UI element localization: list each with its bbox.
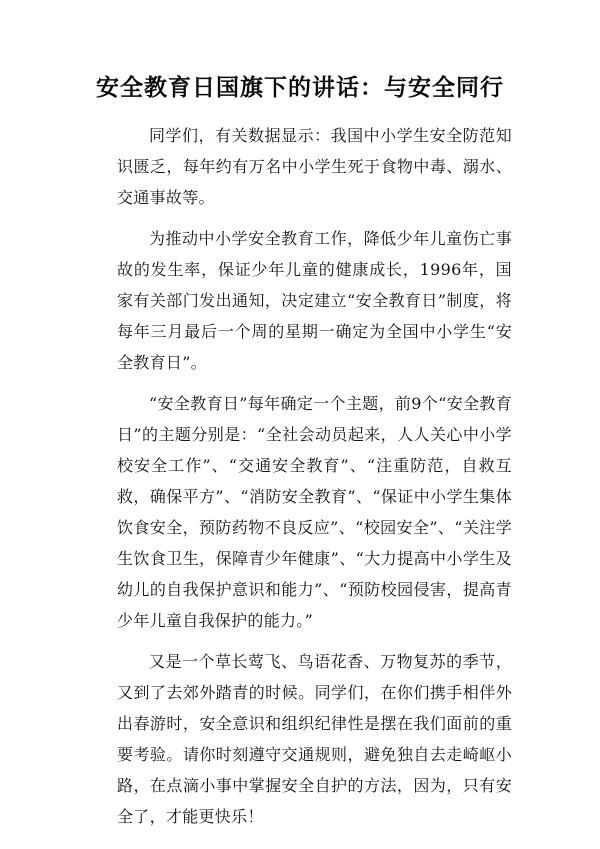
paragraph-safety-day-origin: 为推动中小学安全教育工作，降低少年儿童伤亡事故的发生率，保证少年儿童的健康成长，1996年，国家有关部门发出通知，决定建立“安全教育日”制度，将每年三月最后一个周的星期一确定为全国中小学生“安全教育日”。 (117, 229, 512, 372)
speech-body (117, 120, 512, 842)
paragraph-statistics: 同学们，有关数据显示：我国中小学生安全防范知识匮乏，每年约有万名中小学生死于食物中毒、溺水、交通事故等。 (117, 126, 512, 207)
paragraph-themes: “安全教育日”每年确定一个主题，前9个“安全教育日”的主题分别是：“全社会动员起来，人人关心中小学校安全工作”、“交通安全教育”、“注重防范，自救互救，确保平方”、“消防安全教育”、“保证中小学生集体饮食安全，预防药物不良反应”、“校园安全”、“关注学生饮食卫生，保障青少年健康”、“大力提高中小学生及幼儿的自我保护意识和能力”、“预防校园侵害，提高青少年儿童自我保护的能力。” (117, 394, 512, 630)
paragraph-spring-outing: 又是一个草长莺飞、鸟语花香、万物复苏的季节，又到了去郊外踏青的时候。同学们，在你们携手相伴外出春游时，安全意识和组织纪律性是摆在我们面前的重要考验。请你时刻遵守交通规则，避免独自去走崎岖小路，在点滴小事中掌握安全自护的方法，因为，只有安全了，才能更快乐！ (117, 652, 512, 826)
page-title: 安全教育日国旗下的讲话：与安全同行 (96, 74, 504, 101)
